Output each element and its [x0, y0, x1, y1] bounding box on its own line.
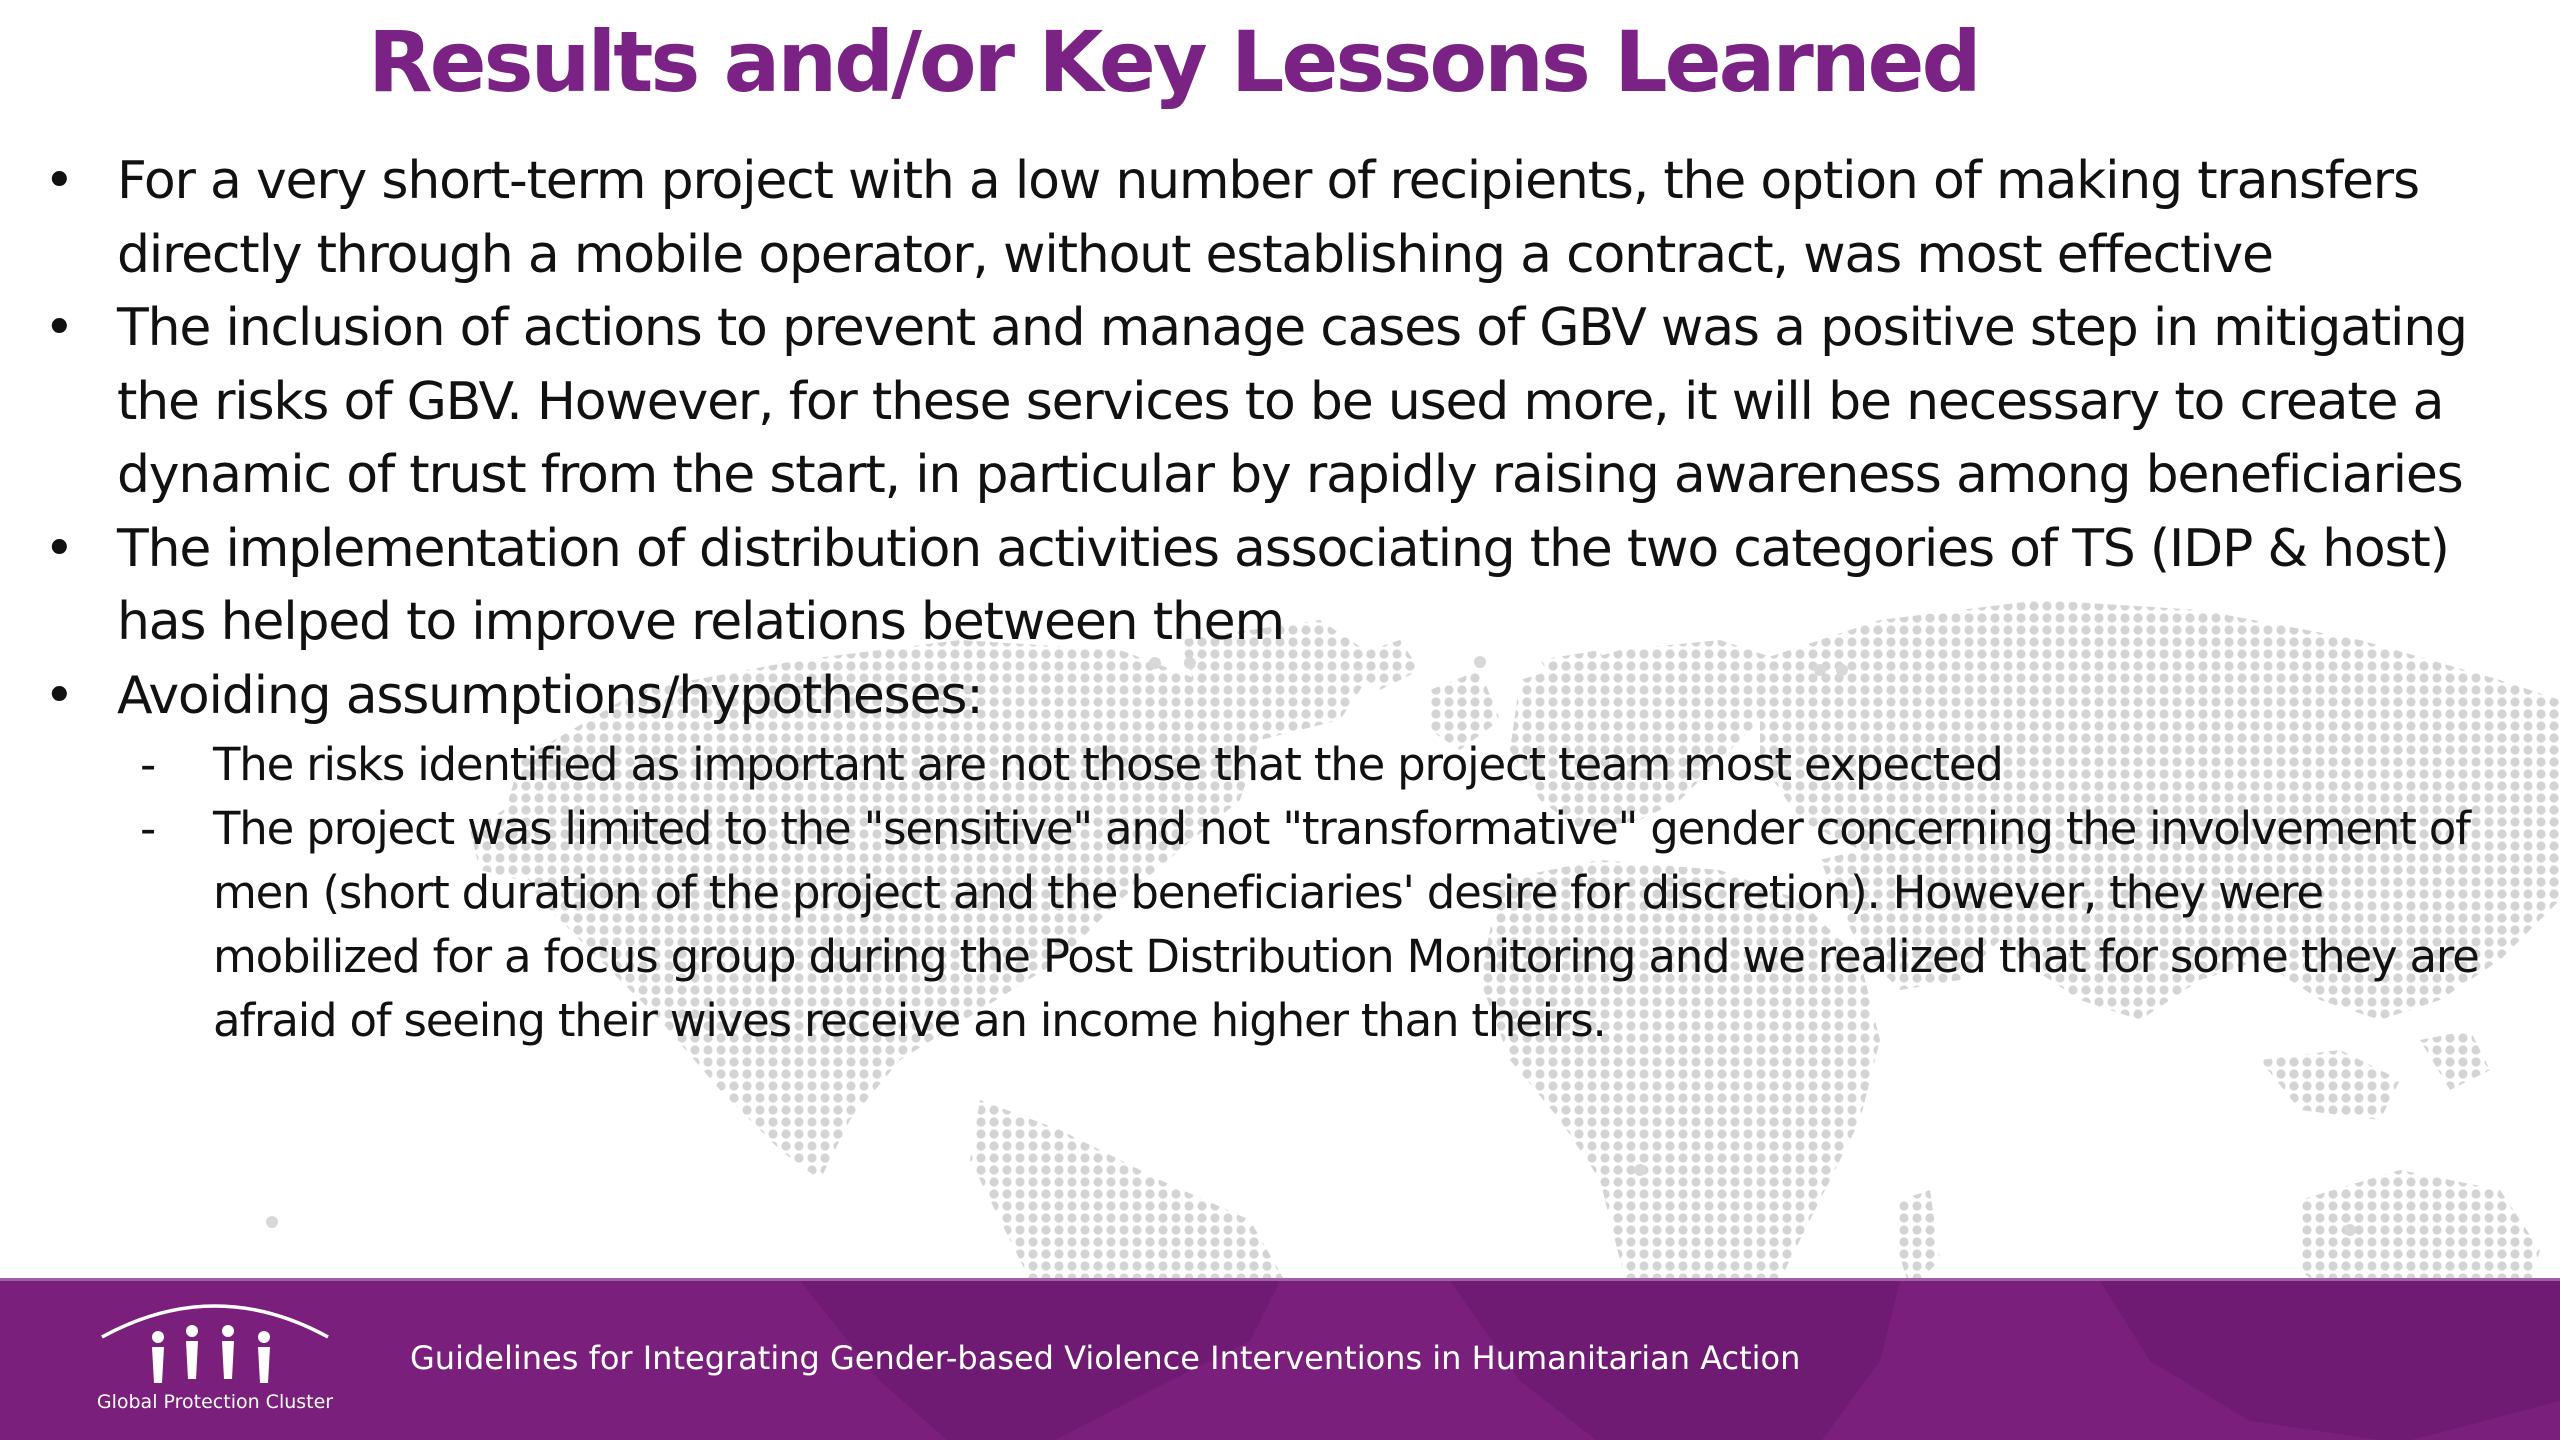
- bullet-marker: •: [44, 518, 74, 579]
- bullet-marker: •: [44, 151, 74, 211]
- bullet-list: [0, 145, 2540, 1053]
- bullet-item: [0, 660, 2540, 734]
- bullet-item: [0, 145, 2540, 292]
- sub-bullet-line: mobilized for a focus group during the Post Distribution Monitoring and we realized that for some they are: [213, 930, 2479, 983]
- bullet-line: the risks of GBV. However, for these services to be used more, it will be necessary to create a: [117, 371, 2444, 432]
- footer-text: Guidelines for Integrating Gender-based Violence Interventions in Humanitarian Action: [410, 1339, 1801, 1377]
- sub-bullet-line: The project was limited to the "sensitive" and not "transformative" gender concerning the involvement of: [213, 802, 2470, 855]
- footer-bar: [0, 1278, 2560, 1440]
- sub-bullet-line: men (short duration of the project and the beneficiaries' desire for discretion). However, they were: [213, 866, 2323, 919]
- bullet-line: Avoiding assumptions/hypotheses:: [117, 665, 983, 726]
- bullet-line: The implementation of distribution activities associating the two categories of TS (IDP & host): [117, 518, 2449, 579]
- bullet-marker: •: [44, 298, 74, 358]
- sub-bullet-item: [0, 733, 2540, 797]
- sub-bullet-item: [0, 797, 2540, 1053]
- sub-bullet-line: afraid of seeing their wives receive an income higher than theirs.: [213, 994, 1606, 1047]
- logo-text: Global Protection Cluster: [96, 1391, 334, 1413]
- bullet-item: [0, 513, 2540, 660]
- page-title: Results and/or Key Lessons Learned: [368, 13, 1979, 111]
- sub-bullet-marker: -: [140, 738, 156, 791]
- bullet-marker: •: [44, 665, 74, 726]
- sub-bullet-list: [0, 733, 2540, 1053]
- bullet-line: directly through a mobile operator, without establishing a contract, was most effective: [117, 224, 2273, 285]
- sub-bullet-marker: -: [140, 802, 156, 855]
- four-people-under-arc-icon: [80, 1295, 350, 1395]
- bullet-line: For a very short-term project with a low number of recipients, the option of making transfers: [117, 151, 2419, 211]
- logo: [80, 1295, 350, 1430]
- sub-bullet-line: The risks identified as important are not those that the project team most expected: [213, 738, 2003, 791]
- bullet-item: [0, 292, 2540, 513]
- bullet-line: dynamic of trust from the start, in particular by rapidly raising awareness among beneficiaries: [117, 445, 2463, 505]
- bullet-line: has helped to improve relations between them: [117, 592, 1284, 652]
- bullet-line: The inclusion of actions to prevent and manage cases of GBV was a positive step in mitigating: [117, 298, 2467, 358]
